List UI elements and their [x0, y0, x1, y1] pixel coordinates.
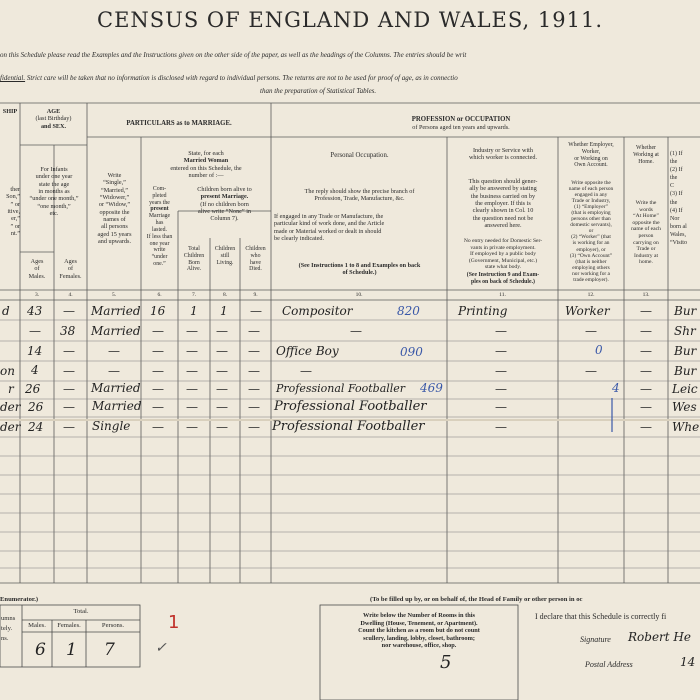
- row-children-total: 1: [190, 304, 198, 318]
- industry-see: (See Instruction 9 and Exam- ples on back of Schedule.): [466, 272, 540, 285]
- form-title: CENSUS OF ENGLAND AND WALES, 1911.: [97, 8, 603, 32]
- row-age-male: 24: [28, 420, 44, 434]
- row-age-male: 43: [27, 304, 43, 318]
- home-body: Write the words “At Home” opposite the name of each person carrying on Trade or Industry at home.: [631, 200, 661, 266]
- total-children-header: Total Children Born Alive.: [183, 246, 205, 273]
- row-industry: —: [495, 324, 507, 338]
- row-at-home: —: [640, 304, 652, 318]
- row-marital-status: Married: [91, 304, 141, 318]
- row-at-home: —: [640, 344, 652, 358]
- personal-occupation-reply: The reply should show the precise branch of Profession, Trade, Manufacture, &c.: [304, 188, 415, 203]
- row-at-home: —: [640, 364, 652, 378]
- row-birthplace: Bur: [674, 344, 697, 358]
- row-children-living: —: [216, 382, 228, 396]
- row-children-living: 1: [220, 304, 228, 318]
- row-birthplace: Shr: [674, 324, 696, 338]
- postal-address-value: 14: [680, 655, 696, 669]
- declaration-text: I declare that this Schedule is correctly fi: [535, 612, 667, 621]
- row-children-total: —: [186, 344, 198, 358]
- row-industry: —: [495, 364, 507, 378]
- row-children-died: —: [248, 400, 260, 414]
- head-of-family-note: (To be filled up by, or on behalf of, the Head of Family or other person in oc: [370, 596, 583, 603]
- row-children-died: —: [248, 420, 260, 434]
- row-age-female: —: [63, 420, 75, 434]
- row-industry: Printing: [458, 304, 508, 318]
- row-age-male: 26: [28, 400, 44, 414]
- row-relationship: d: [2, 304, 10, 318]
- row-occupation: Professional Footballer: [276, 382, 406, 395]
- row-industry: —: [495, 382, 507, 396]
- row-employment: 4: [612, 381, 620, 395]
- column-number: 5.: [111, 292, 117, 298]
- row-at-home: —: [640, 382, 652, 396]
- row-children-living: —: [216, 400, 228, 414]
- row-years-married: —: [152, 400, 164, 414]
- birthplace-fragment: (1) If the (2) If the C (3) If the (4) If Nor born al Wales, “Visito: [670, 151, 687, 247]
- enumerator-label: Enumerator.): [0, 596, 39, 603]
- row-at-home: —: [640, 420, 652, 434]
- row-children-total: —: [186, 400, 198, 414]
- row-marital-status: Married: [91, 324, 141, 338]
- personal-occupation-header: Personal Occupation.: [330, 152, 389, 159]
- row-relationship: on: [0, 364, 15, 378]
- column-number: 12.: [587, 292, 595, 298]
- ages-females-header: Ages of Females.: [59, 258, 82, 280]
- state-married-header: State, for each Married Woman entered on this Schedule, the number of :—: [170, 150, 242, 179]
- row-employment: Worker: [565, 304, 610, 318]
- industry-body: This question should gener- ally be answered by stating the business carried on by the employer. If this is clearly shown in Col. 10 the question need not be answered here.: [468, 178, 538, 229]
- row-years-married: —: [152, 420, 164, 434]
- row-children-living: —: [216, 324, 228, 338]
- signature-value: Robert He: [628, 630, 691, 644]
- row-age-female: —: [63, 344, 75, 358]
- row-age-male: —: [29, 324, 41, 338]
- row-industry: —: [495, 344, 507, 358]
- row-birthplace: Wes: [672, 400, 697, 414]
- check-mark-icon: ✓: [155, 640, 167, 656]
- row-years-married: —: [152, 344, 164, 358]
- column-number: 7.: [191, 292, 197, 298]
- children-born-header: Children born alive to present Marriage. (If no children born alive write “None” in Column 7).: [197, 186, 252, 223]
- age-header: AGE (last Birthday) and SEX.: [35, 108, 72, 130]
- rooms-instruction: Write below the Number of Rooms in this Dwelling (House, Tenement, or Apartment). Count the kitchen as a room but do not count scullery, landing, lobby, closet, bathroom; nor warehouse, office, shop.: [358, 612, 480, 650]
- confidential-label: fidential.: [0, 74, 26, 82]
- row-occupation: —: [350, 324, 362, 338]
- instruction-line-2-text: Strict care will be taken that no information is disclosed with regard to individual persons. The returns are not to be used for proof of age, as in connectio: [26, 74, 458, 82]
- postal-address-label: Postal Address: [585, 660, 633, 669]
- row-years-married: 16: [150, 304, 166, 318]
- red-mark: 1: [168, 612, 180, 633]
- males-total: 6: [35, 640, 46, 660]
- males-label: Males.: [28, 622, 46, 629]
- row-occupation-code: 820: [397, 304, 420, 318]
- completed-years-header: Com- pleted years the present Marriage has lasted. If less than one year write “under one.”: [146, 186, 173, 268]
- instruction-line-1: on this Schedule please read the Examples and the Instructions given on the other side of the paper, as well as the headings of the Columns. The entries should be writ: [0, 51, 467, 59]
- personal-occupation-see: (See Instructions 1 to 8 and Examples on back of Schedule.): [298, 262, 421, 277]
- row-employment: 0: [595, 343, 603, 357]
- column-number: 6.: [157, 292, 162, 298]
- instruction-line-3: than the preparation of Statistical Tables.: [260, 87, 377, 95]
- row-marital-status: Single: [92, 419, 131, 433]
- row-marital-status: —: [108, 364, 120, 378]
- row-occupation-code: 469: [420, 381, 443, 395]
- persons-label: Persons.: [101, 622, 125, 629]
- row-occupation: Professional Footballer: [274, 399, 427, 414]
- employer-header: Whether Employer, Worker, or Working on Own Account.: [568, 142, 614, 169]
- row-at-home: —: [640, 324, 652, 338]
- row-relationship: r: [8, 382, 14, 396]
- row-age-female: —: [63, 364, 75, 378]
- row-relationship: der: [0, 400, 21, 414]
- row-years-married: —: [152, 364, 164, 378]
- row-at-home: —: [640, 400, 652, 414]
- column-number: 13.: [642, 292, 650, 298]
- home-header: Whether Working at Home.: [633, 145, 659, 165]
- row-age-female: —: [63, 382, 75, 396]
- row-age-male: 4: [31, 363, 39, 377]
- females-label: Females.: [57, 622, 81, 629]
- column-number: 4.: [68, 292, 73, 298]
- row-occupation: Office Boy: [276, 344, 339, 358]
- column-number: 11.: [499, 292, 506, 298]
- row-employment: —: [585, 324, 597, 338]
- row-children-died: —: [248, 344, 260, 358]
- row-children-living: —: [216, 420, 228, 434]
- industry-note: No entry needed for Domestic Ser- vants in private employment. If employed by a public body (Government, Municipal, etc.) state what body.: [463, 238, 543, 271]
- total-label: Total.: [73, 608, 89, 615]
- industry-header: Industry or Service with which worker is connected.: [468, 147, 538, 162]
- row-children-total: —: [186, 420, 198, 434]
- personal-occupation-if: If engaged in any Trade or Manufacture, the particular kind of work done, and the Article made or Material worked or dealt in should be clearly indicated.: [274, 213, 385, 242]
- row-birthplace: Leic: [672, 382, 698, 396]
- row-children-died: —: [248, 382, 260, 396]
- row-birthplace: Whe: [672, 420, 700, 434]
- children-living-header: Children still Living.: [214, 246, 236, 266]
- row-occupation: Professional Footballer: [272, 419, 425, 434]
- row-occupation: Compositor: [282, 304, 353, 318]
- column-number: 9.: [253, 292, 258, 298]
- relationship-header: SHIP: [2, 108, 18, 115]
- infant-note: For Infants under one year state the age in months as “under one month,” “one month,” etc.: [29, 166, 79, 217]
- row-age-male: 14: [27, 344, 43, 358]
- row-marital-status: Married: [91, 381, 141, 395]
- persons-total: 7: [104, 640, 115, 660]
- row-age-male: 26: [25, 382, 41, 396]
- row-employment: —: [585, 364, 597, 378]
- marriage-header: PARTICULARS as to MARRIAGE.: [126, 120, 232, 127]
- row-children-living: —: [216, 364, 228, 378]
- row-age-female: —: [63, 400, 75, 414]
- row-children-died: —: [250, 304, 262, 318]
- column-number: 3.: [34, 292, 40, 298]
- row-age-female: —: [63, 304, 75, 318]
- write-single-header: Write “Single,” “Married,” “Widower,” or “Widow,” opposite the names of all persons aged 15 years and upwards.: [97, 172, 132, 245]
- rooms-count: 5: [440, 652, 452, 673]
- ages-males-header: Ages of Males.: [28, 258, 46, 280]
- females-total: 1: [66, 640, 77, 660]
- employer-body: Write opposite the name of each person engaged in any Trade or Industry, (1) “Employer” (that is employing persons other than domestic servants), or (2) “Worker” (that is working for an employer), or (3) “Own Account” (that is neither employing others nor working for a trade employer).: [568, 180, 614, 283]
- row-occupation: —: [300, 364, 312, 378]
- signature-label: Signature: [580, 635, 611, 644]
- row-age-female: 38: [60, 324, 76, 338]
- profession-header: PROFESSION or OCCUPATION of Persons aged ten years and upwards.: [411, 116, 511, 132]
- row-children-total: —: [186, 324, 198, 338]
- relationship-fragment: ther Son,” ” or itive, er,” ” or nt.”: [6, 186, 20, 237]
- row-birthplace: Bur: [674, 364, 697, 378]
- row-industry: —: [495, 400, 507, 414]
- column-number: 8.: [222, 292, 228, 298]
- row-children-total: —: [186, 382, 198, 396]
- column-number: 10.: [355, 292, 363, 298]
- row-children-died: —: [248, 324, 260, 338]
- row-marital-status: Married: [92, 399, 142, 413]
- row-years-married: —: [152, 324, 164, 338]
- row-children-living: —: [216, 344, 228, 358]
- children-died-header: Children who have Died.: [245, 246, 266, 273]
- row-children-died: —: [248, 364, 260, 378]
- row-industry: —: [495, 420, 507, 434]
- row-occupation-code: 090: [400, 345, 423, 359]
- row-relationship: der: [0, 420, 21, 434]
- row-children-total: —: [186, 364, 198, 378]
- row-birthplace: Bur: [674, 304, 697, 318]
- footer-left-fragment: umns tely. ns.: [1, 615, 16, 642]
- row-years-married: —: [152, 382, 164, 396]
- row-marital-status: —: [108, 344, 120, 358]
